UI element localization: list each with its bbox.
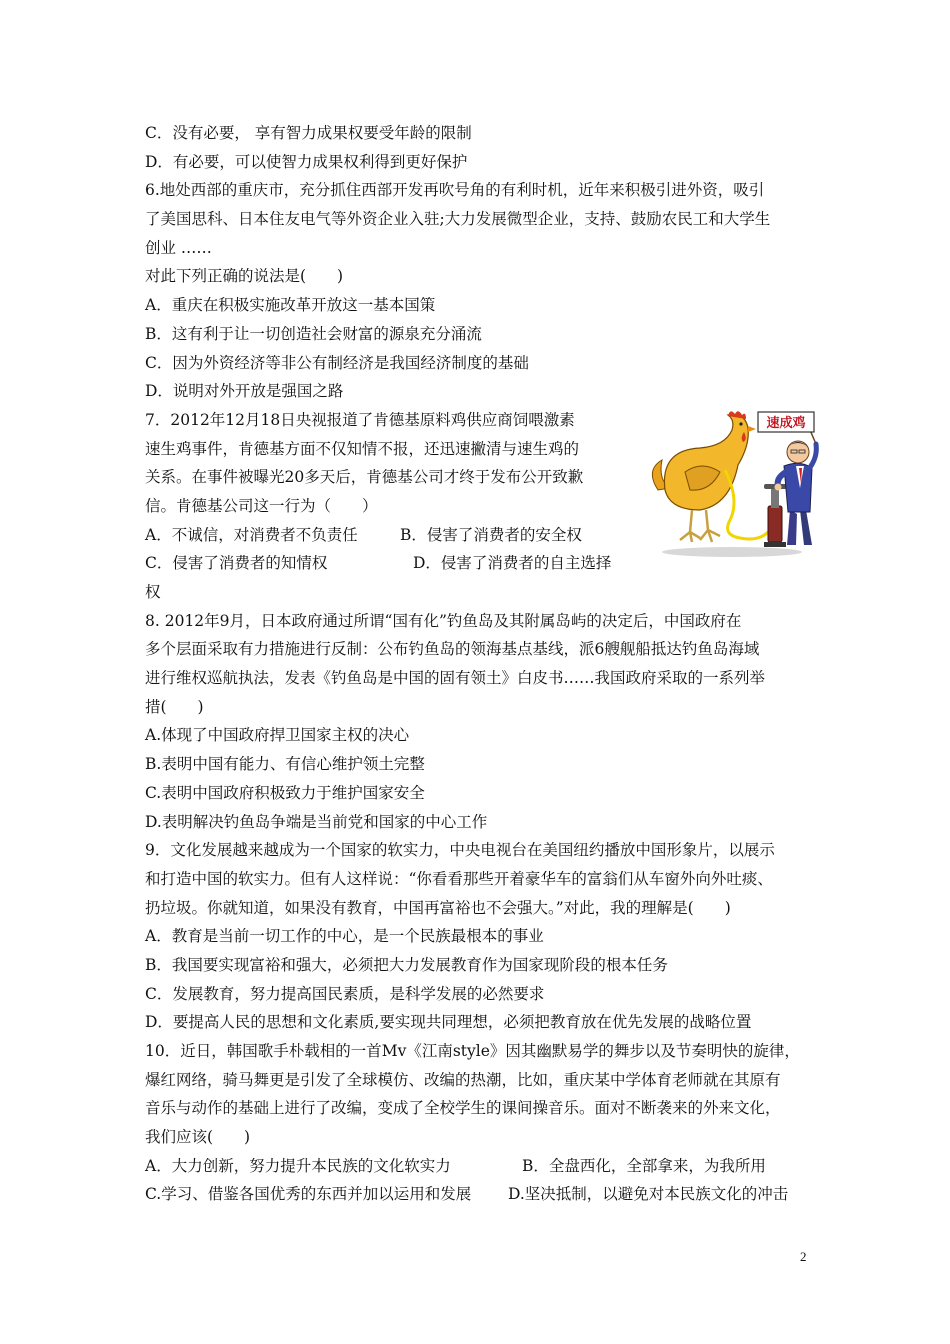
q10-option-b: B．全盘西化，全部拿来，为我所用 [522, 1156, 766, 1175]
text-line: C.表明中国政府积极致力于维护国家安全 [145, 783, 425, 802]
text-line: D．说明对外开放是强国之路 [145, 382, 344, 401]
cartoon-sign-text: 速成鸡 [766, 415, 806, 431]
q7-stem-line: 速生鸡事件，肯德基方面不仅知情不报，还迅速撇清与速生鸡的 [145, 439, 580, 458]
text-line: 进行维权巡航执法，发表《钓鱼岛是中国的固有领土》白皮书……我国政府采取的一系列举 [145, 669, 766, 688]
q7-stem-line: 关系。在事件被曝光20多天后，肯德基公司才终于发布公开致歉 [145, 468, 584, 487]
q7-option-c: C．侵害了消费者的知情权 [145, 554, 328, 573]
q7-options-row-2 [145, 549, 625, 578]
text-line: 音乐与动作的基础上进行了改编，变成了全校学生的课间操音乐。面对不断袭来的外来文化， [145, 1099, 781, 1118]
text-line: C．没有必要， 享有智力成果权要受年龄的限制 [145, 124, 472, 142]
q7-option-d: D．侵害了消费者的自主选择 [413, 554, 612, 573]
text-line: 创业 …… [145, 238, 212, 257]
q7-option-b: B．侵害了消费者的安全权 [400, 525, 582, 544]
q7-stem-line: 7．2012年12月18日央视报道了肯德基原料鸡供应商饲喂激素 [145, 410, 575, 429]
q7-options-row-1 [145, 521, 625, 550]
text-line: 扔垃圾。你就知道，如果没有教育，中国再富裕也不会强大。”对此，我的理解是( ) [145, 898, 731, 917]
text-line: D．要提高人民的思想和文化素质,要实现共同理想，必须把教育放在优先发展的战略位置 [145, 1013, 752, 1032]
q7-stem-line: 信。肯德基公司这一行为（ ） [145, 496, 378, 515]
text-line: 我们应该( ) [145, 1128, 251, 1147]
text-line: C．因为外资经济等非公有制经济是我国经济制度的基础 [145, 353, 529, 372]
text-line: B.表明中国有能力、有信心维护领土完整 [145, 755, 425, 774]
fast-chicken-cartoon [640, 410, 825, 560]
text-line: 6.地处西部的重庆市，充分抓住西部开发再吹号角的有利时机，近年来积极引进外资，吸引 [145, 181, 765, 200]
text-line: 措( ) [145, 697, 204, 716]
text-line: B．这有利于让一切创造社会财富的源泉充分涌流 [145, 324, 482, 343]
q10-options-row-2 [145, 1180, 825, 1209]
text-line: A．教育是当前一切工作的中心，是一个民族最根本的事业 [145, 927, 544, 946]
text-line: A．重庆在积极实施改革开放这一基本国策 [145, 296, 436, 315]
question-block-5-6 [145, 119, 825, 406]
text-line: 对此下列正确的说法是( ) [145, 267, 344, 286]
text-line: 多个层面采取有力措施进行反制：公布钓鱼岛的领海基点基线，派6艘舰船抵达钓鱼岛海域 [145, 640, 760, 659]
text-line: 和打造中国的软实力。但有人这样说：“你看看那些开着豪华车的富翁们从车窗外向外吐痰、 [145, 869, 773, 888]
q7-option-d-continued: 权 [145, 583, 161, 601]
text-line: 爆红网络，骑马舞更是引发了全球模仿、改编的热潮，比如，重庆某中学体育老师就在其原有 [145, 1070, 781, 1089]
text-line: D．有必要，可以使智力成果权利得到更好保护 [145, 152, 468, 171]
text-line: B．我国要实现富裕和强大，必须把大力发展教育作为国家现阶段的根本任务 [145, 955, 668, 974]
text-line: 8. 2012年9月，日本政府通过所谓“国有化”钓鱼岛及其附属岛屿的决定后，中国政府在 [145, 611, 742, 630]
q10-option-c: C.学习、借鉴各国优秀的东西并加以运用和发展 [145, 1185, 472, 1204]
q10-option-a: A．大力创新，努力提升本民族的文化软实力 [145, 1156, 451, 1175]
question-7-stem [145, 406, 625, 607]
page-number: 2 [800, 1249, 807, 1264]
text-line: 10．近日，韩国歌手朴载相的一首Mv《江南style》因其幽默易学的舞步以及节奏明快的旋律， [145, 1042, 800, 1060]
q10-option-d: D.坚决抵制，以避免对本民族文化的冲击 [508, 1185, 789, 1204]
text-line: A.体现了中国政府捍卫国家主权的决心 [145, 726, 410, 745]
question-7 [145, 406, 825, 607]
text-line: 了美国思科、日本住友电气等外资企业入驻;大力发展微型企业，支持、鼓励农民工和大学生 [145, 210, 771, 229]
q10-options-row-1 [145, 1152, 825, 1181]
question-block-8-10 [145, 607, 825, 1152]
text-line: C．发展教育，努力提高国民素质，是科学发展的必然要求 [145, 984, 545, 1003]
q7-option-a: A．不诚信，对消费者不负责任 [145, 525, 358, 544]
question-content [145, 119, 825, 1209]
text-line: D.表明解决钓鱼岛争端是当前党和国家的中心工作 [145, 812, 488, 831]
text-line: 9．文化发展越来越成为一个国家的软实力，中央电视台在美国纽约播放中国形象片，以展示 [145, 841, 775, 860]
